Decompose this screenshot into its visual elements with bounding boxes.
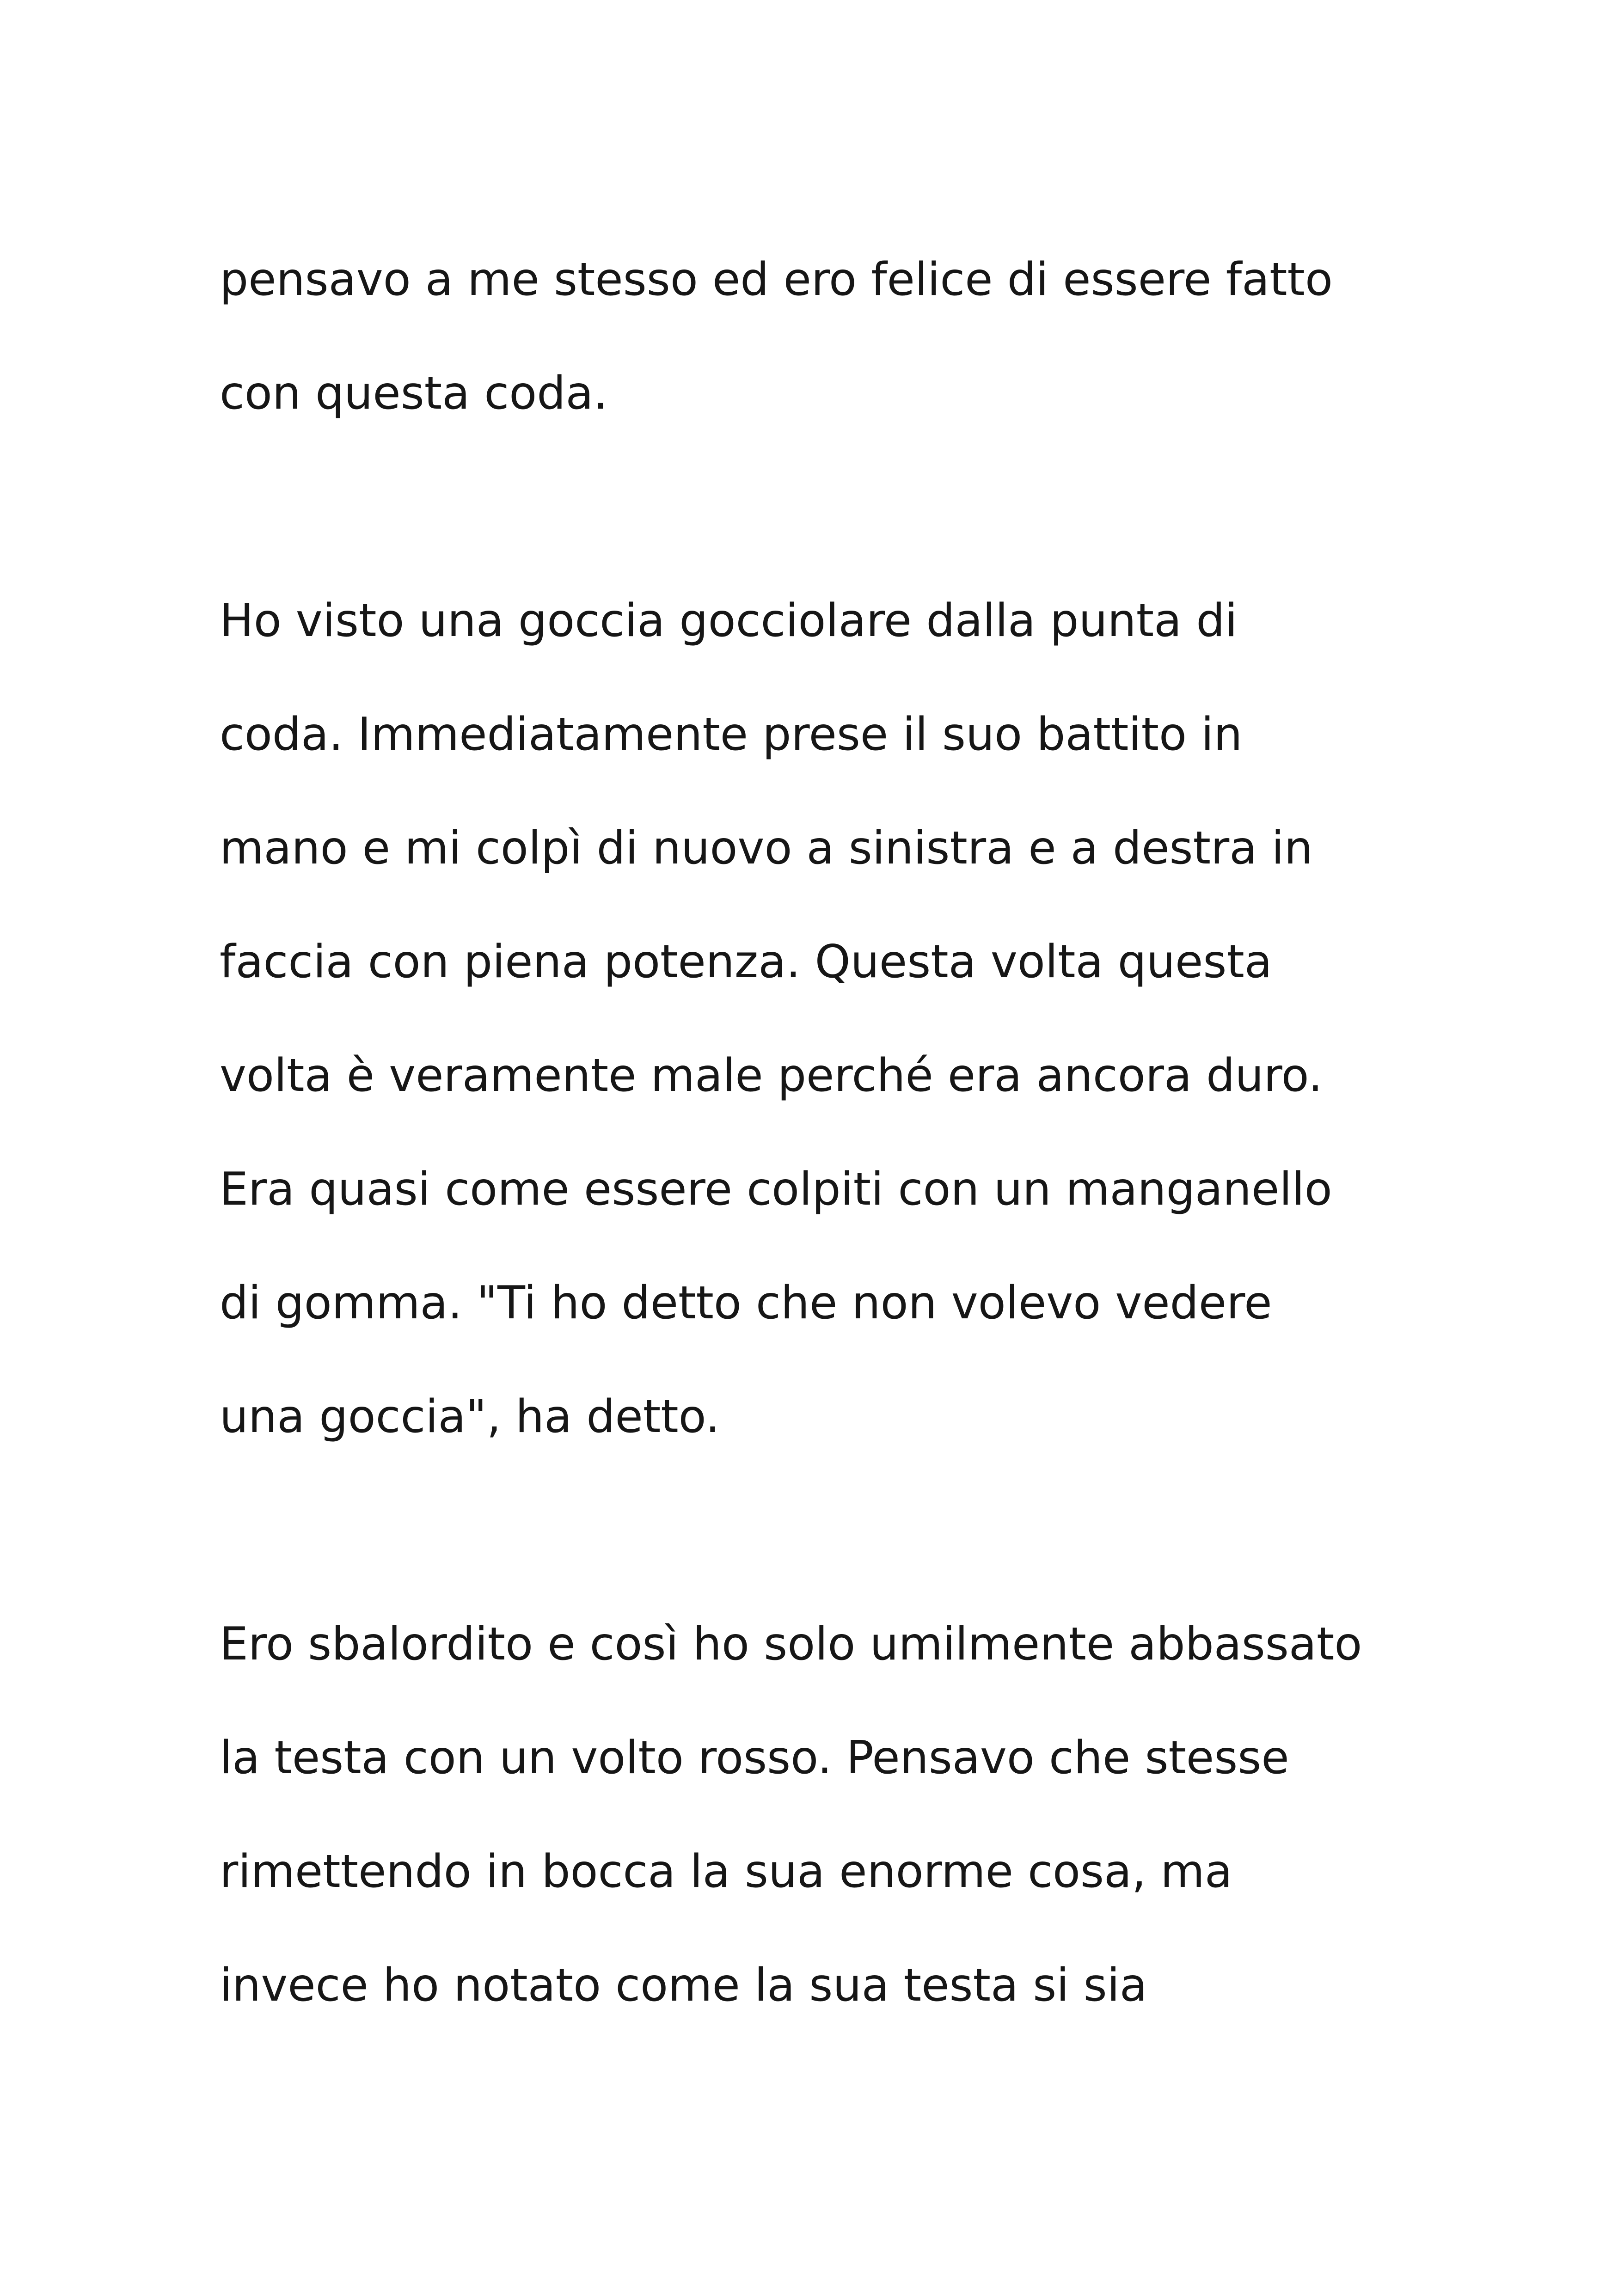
text-line: pensavo a me stesso ed ero felice di essere fatto — [220, 253, 1333, 306]
text-line: volta è veramente male perché era ancora duro. — [220, 1049, 1323, 1102]
paragraph-spacer — [220, 1474, 1468, 1587]
paragraph-spacer — [220, 450, 1468, 564]
text-line: Ho visto una goccia gocciolare dalla punta di — [220, 594, 1238, 647]
text-line: rimettendo in bocca la sua enorme cosa, ma — [220, 1845, 1232, 1898]
text-line: di gomma. "Ti ho detto che non volevo vedere — [220, 1277, 1272, 1329]
text-line: faccia con piena potenza. Questa volta questa — [220, 936, 1272, 988]
text-line: invece ho notato come la sua testa si sia — [220, 1959, 1147, 2012]
paragraph-3 — [220, 1587, 1468, 2042]
text-line: coda. Immediatamente prese il suo battito in — [220, 708, 1243, 761]
text-line: una goccia", ha detto. — [220, 1390, 720, 1443]
text-line: Era quasi come essere colpiti con un manganello — [220, 1163, 1332, 1216]
paragraph-1 — [220, 223, 1468, 450]
text-line: la testa con un volto rosso. Pensavo che stesse — [220, 1732, 1289, 1784]
text-line: mano e mi colpì di nuovo a sinistra e a destra in — [220, 822, 1313, 875]
body-text — [220, 223, 1468, 2042]
text-line: con questa coda. — [220, 367, 608, 420]
paragraph-2 — [220, 564, 1468, 1474]
text-line: Ero sbalordito e così ho solo umilmente abbassato — [220, 1618, 1362, 1671]
